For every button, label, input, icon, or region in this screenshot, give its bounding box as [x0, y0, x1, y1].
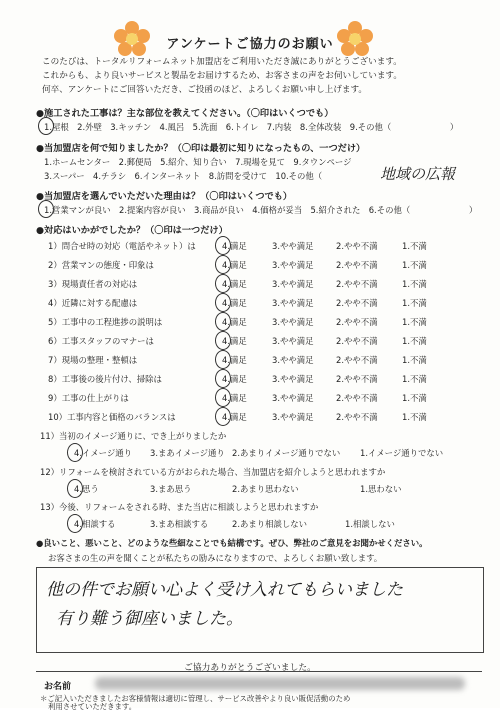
- scale-2: 2.やや不満: [336, 412, 378, 422]
- scale-3: 3.やや満足: [272, 279, 314, 289]
- answer-circle: [215, 255, 231, 274]
- rating-item: 9）工事の仕上がりは: [48, 393, 129, 403]
- scale-3: 3.やや満足: [272, 336, 314, 346]
- intro-line: 何卒、アンケートにご回答いただき、ご投函のほど、よろしくお願い申し上げます。: [42, 85, 368, 95]
- intro-line: このたびは、トータルリフォームネット加盟店をご利用いただき誠にありがとうございます。: [42, 57, 402, 67]
- scale-2: 2.あまり相談しない: [232, 519, 307, 529]
- q4-question: ●対応はいかがでしたか？（〇印は一つだけ）: [36, 225, 228, 236]
- q12-question: 12）リフォームを検討されている方がおられた場合、当加盟店を紹介しようと思われますか: [40, 467, 386, 477]
- scale-4: 4.満足: [222, 260, 247, 270]
- rating-item: 7）現場の整理・整頓は: [48, 355, 138, 365]
- scale-4: 4.満足: [222, 412, 247, 422]
- scale-1: 1.不満: [402, 393, 427, 403]
- scale-4: 4.イメージ通り: [74, 448, 132, 458]
- answer-circle: [67, 443, 83, 462]
- scale-2: 2.やや不満: [336, 336, 378, 346]
- scale-3: 3.やや満足: [272, 241, 314, 251]
- q2-options-1: 1.ホームセンター 2.郵便局 5.紹介、知り合い 7.現場を見て 9.タウンページ: [44, 157, 352, 167]
- scale-4: 4.満足: [222, 374, 247, 384]
- scale-1: 1.不満: [402, 241, 427, 251]
- q3-options: 1.営業マンが良い 2.提案内容が良い 3.商品が良い 4.価格が妥当 5.紹介された 6.その他（ ）: [44, 205, 478, 215]
- rating-item: 6）工事スタッフのマナーは: [48, 336, 154, 346]
- scale-4: 4.満足: [222, 393, 247, 403]
- divider: [36, 671, 482, 673]
- scale-2: 2.やや不満: [336, 279, 378, 289]
- answer-circle: [215, 407, 231, 426]
- rating-item: 2）営業マンの態度・印象は: [48, 260, 154, 270]
- scale-2: 2.やや不満: [336, 355, 378, 365]
- scale-3: 3.まあ思う: [150, 484, 192, 494]
- q1-question: ●施工された工事は？主な部位を教えてください。（〇印はいくつでも）: [36, 108, 334, 119]
- q2-options-2: 3.スーパー 4.チラシ 6.インターネット 8.訪問を受けて 10.その他（: [44, 171, 323, 181]
- scale-1: 1.不満: [402, 355, 427, 365]
- answer-circle: [215, 236, 231, 255]
- comments-prompt-2: お客さまの生の声を聞くことが私たちの励みになりますので、よろしくお願い致します。: [48, 553, 383, 563]
- scale-4: 4.満足: [222, 279, 247, 289]
- scale-1: 1.不満: [402, 260, 427, 270]
- scale-2: 2.あまりイメージ通りでない: [232, 448, 341, 458]
- scale-3: 3.やや満足: [272, 298, 314, 308]
- scale-3: 3.やや満足: [272, 412, 314, 422]
- scale-1: 1.不満: [402, 412, 427, 422]
- scale-1: 1.不満: [402, 336, 427, 346]
- rating-item: 1）問合せ時の対応（電話やネット）は: [48, 241, 196, 251]
- handwritten-comment-2: 有り難う御座いました。: [56, 609, 243, 629]
- privacy-note-2: 利用させていただきます。: [48, 702, 137, 711]
- thanks-text: ご協力ありがとうございました。: [184, 663, 316, 673]
- intro-line: これからも、より良いサービスと製品をお届けするため、お客さまの声をお伺いしています。: [42, 71, 402, 81]
- privacy-note: ＊ご記入いただきましたお客様情報は適切に管理し、サービス改善やより良い販促活動のため: [40, 694, 351, 703]
- scale-2: 2.やや不満: [336, 317, 378, 327]
- answer-circle: [215, 350, 231, 369]
- rating-item: 4）近隣に対する配慮は: [48, 298, 138, 308]
- handwritten-other: 地域の広報: [380, 165, 456, 183]
- answer-circle: [38, 117, 54, 135]
- answer-circle: [67, 479, 83, 498]
- answer-circle: [215, 274, 231, 293]
- scale-3: 3.まあ相談する: [150, 519, 209, 529]
- scale-4: 4.相談する: [74, 519, 116, 529]
- scale-3: 3.やや満足: [272, 317, 314, 327]
- q13-question: 13）今後、リフォームをされる時、また当店に相談しようと思われますか: [40, 502, 319, 512]
- rating-item: 3）現場責任者の対応は: [48, 279, 138, 289]
- answer-circle: [215, 293, 231, 312]
- answer-circle: [67, 514, 83, 533]
- scale-1: 1.相談しない: [345, 519, 395, 529]
- scale-4: 4.満足: [222, 355, 247, 365]
- rating-item: 10）工事内容と価格のバランスは: [48, 412, 176, 422]
- answer-circle: [38, 200, 54, 218]
- q2-question: ●当加盟店を何で知りましたか？（〇印は最初に知りになったもの、一つだけ）: [36, 143, 366, 154]
- scale-2: 2.やや不満: [336, 374, 378, 384]
- handwritten-comment-1: 他の件でお願い心よく受け入れてもらいました: [46, 580, 403, 600]
- scale-1: 1.イメージ通りでない: [360, 448, 444, 458]
- scale-3: 3.やや満足: [272, 374, 314, 384]
- name-label: お名前: [44, 682, 72, 692]
- scale-2: 2.やや不満: [336, 393, 378, 403]
- scale-1: 1.不満: [402, 298, 427, 308]
- scale-4: 4.満足: [222, 241, 247, 251]
- scale-1: 1.思わない: [360, 484, 402, 494]
- scale-3: 3.やや満足: [272, 393, 314, 403]
- redacted-name: [95, 677, 465, 690]
- scale-1: 1.不満: [402, 317, 427, 327]
- comments-prompt: ●良いこと、悪いこと、どのような些細なことでも結構です。ぜひ、弊社のご意見をお聞かせください。: [36, 538, 428, 548]
- scale-2: 2.やや不満: [336, 298, 378, 308]
- answer-circle: [215, 331, 231, 350]
- scale-2: 2.あまり思わない: [232, 484, 299, 494]
- scale-4: 4.満足: [222, 317, 247, 327]
- scale-3: 3.やや満足: [272, 355, 314, 365]
- scale-1: 1.不満: [402, 279, 427, 289]
- scale-4: 4.満足: [222, 336, 247, 346]
- scale-3: 3.まあイメージ通り: [150, 448, 225, 458]
- scale-4: 4.満足: [222, 298, 247, 308]
- scale-2: 2.やや不満: [336, 260, 378, 270]
- answer-circle: [215, 369, 231, 388]
- answer-circle: [215, 388, 231, 407]
- q3-question: ●当加盟店を選んでいただいた理由は？（〇印はいくつでも）: [36, 191, 293, 202]
- answer-circle: [215, 312, 231, 331]
- scale-4: 4.思う: [74, 484, 99, 494]
- q1-options: 1.屋根 2.外壁 3.キッチン 4.風呂 5.洗面 6.トイレ 7.内装 8.全体改装 9.その他（ ）: [44, 122, 459, 132]
- scale-2: 2.やや不満: [336, 241, 378, 251]
- q11-question: 11）当初のイメージ通りに、でき上がりましたか: [40, 431, 227, 441]
- scale-3: 3.やや満足: [272, 260, 314, 270]
- rating-item: 5）工事中の工程進捗の説明は: [48, 317, 163, 327]
- page-title: アンケートご協力のお願い: [166, 37, 334, 52]
- scale-1: 1.不満: [402, 374, 427, 384]
- rating-item: 8）工事後の後片付け、掃除は: [48, 374, 162, 384]
